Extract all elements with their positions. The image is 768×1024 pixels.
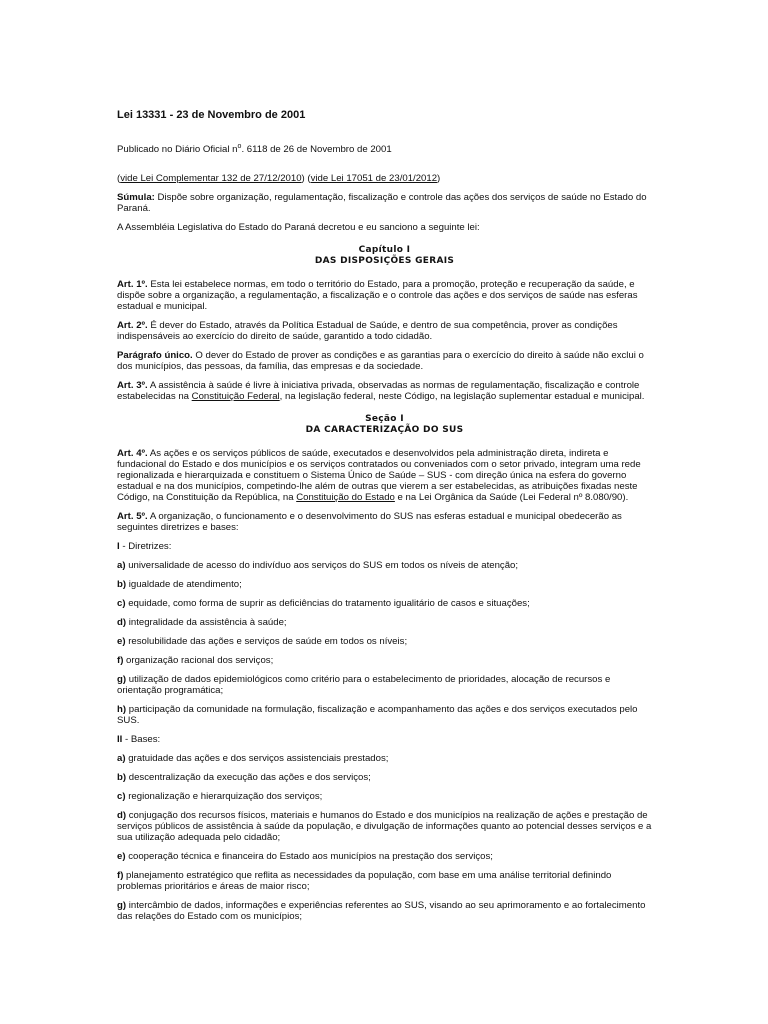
list-item xyxy=(117,791,652,802)
ref-open: ( xyxy=(117,173,121,184)
list-item xyxy=(117,598,652,609)
section-title: DA CARACTERIZAÇÃO DO SUS xyxy=(305,425,464,435)
paragrafo-text: O dever do Estado de prover as condições e as garantias para o exercício do direito à saúde não exclui o dos municípios, das pessoas, da família, das empresas e da sociedade. xyxy=(117,350,644,372)
bases-text: - Bases: xyxy=(122,734,161,745)
ref-close: ) xyxy=(437,173,441,184)
article-1 xyxy=(117,279,652,312)
article-3 xyxy=(117,380,652,402)
list-item xyxy=(117,900,652,922)
item-text: planejamento estratégico que reflita as necessidades da população, com base em uma análise territorial definindo problemas prioritários e áreas de maior risco; xyxy=(117,870,612,892)
bases-label: II xyxy=(117,734,123,745)
art3-text1: A assistência à saúde é livre à iniciativa privada, observadas as normas de regulamentação, fiscalização e controle estabelecidas na xyxy=(117,380,640,402)
intro: A Assembléia Legislativa do Estado do Paraná decretou e eu sanciono a seguinte lei: xyxy=(117,222,480,233)
list-item xyxy=(117,870,652,892)
paragrafo-label: Parágrafo único. xyxy=(117,350,193,361)
article-5 xyxy=(117,511,652,533)
section-number: Seção I xyxy=(365,414,404,424)
list-item xyxy=(117,704,652,726)
list-item xyxy=(117,617,652,628)
list-item xyxy=(117,579,652,590)
item-text: intercâmbio de dados, informações e experiências referentes ao SUS, visando ao seu aprimoramento e ao fortalecimento das relações do Estado com os municípios; xyxy=(117,900,646,922)
list-item xyxy=(117,636,652,647)
art1-text: Esta lei estabelece normas, em todo o território do Estado, para a promoção, proteção e recuperação da saúde, e dispõe sobre a organização, a regulamentação, a fiscalização e o controle das ações e dos serviços de saúde nas esferas estadual e municipal. xyxy=(117,279,638,312)
item-text: resolubilidade das ações e serviços de saúde em todos os níveis; xyxy=(125,636,408,647)
ref-mid: ) ( xyxy=(301,173,311,184)
item-label: g) xyxy=(117,900,127,911)
item-label: d) xyxy=(117,810,127,821)
item-text: universalidade de acesso do indivíduo aos serviços do SUS em todos os níveis de atenção; xyxy=(125,560,519,571)
bases-heading xyxy=(117,734,652,745)
article-4 xyxy=(117,448,652,503)
item-text: regionalização e hierarquização dos serviços; xyxy=(125,791,323,802)
chapter-title: DAS DISPOSIÇÕES GERAIS xyxy=(314,256,455,266)
list-item xyxy=(117,655,652,666)
item-text: gratuidade das ações e dos serviços assistenciais prestados; xyxy=(125,753,389,764)
art1-label: Art. 1º. xyxy=(117,279,148,290)
item-label: f) xyxy=(117,655,124,666)
art4-text2: e na Lei Orgânica da Saúde (Lei Federal nº 8.080/90). xyxy=(394,492,629,503)
sumula-text: Dispõe sobre organização, regulamentação, fiscalização e controle das ações dos serviços de saúde no Estado do Paraná. xyxy=(117,192,647,214)
item-label: h) xyxy=(117,704,127,715)
list-item xyxy=(117,851,652,862)
item-text: utilização de dados epidemiológicos como critério para o estabelecimento de prioridades, alocação de recursos e orientação programática; xyxy=(117,674,611,696)
art5-text: A organização, o funcionamento e o desenvolvimento do SUS nas esferas estadual e municipal obedecerão as seguintes diretrizes e bases: xyxy=(117,511,622,533)
list-item xyxy=(117,560,652,571)
list-item xyxy=(117,674,652,696)
chapter-number: Capítulo I xyxy=(358,245,411,255)
link-constituicao-federal[interactable]: Constituição Federal xyxy=(191,391,280,402)
item-text: participação da comunidade na formulação, fiscalização e acompanhamento das ações e dos serviços executados pelo SUS. xyxy=(117,704,638,726)
section-heading xyxy=(117,414,652,436)
publication-sup: o xyxy=(237,143,242,150)
art4-text1: As ações e os serviços públicos de saúde, executados e desenvolvidos pela administração direta, indireta e fundacional do Estado e dos municípios e os serviços contratados ou conveniados com o setor privado, integram uma rede regionalizada e hierarquizada e constituem o Sistema Único de Saúde – SUS - com direção única na esfera do governo estadual e na dos municípios, competindo-lhe além de outras que vierem a ser estabelecidas, as atribuições fixadas neste Código, na Constituição da República, na xyxy=(117,448,641,503)
item-label: a) xyxy=(117,560,126,571)
item-label: a) xyxy=(117,753,126,764)
paragrafo-unico xyxy=(117,350,652,372)
publication-line xyxy=(117,144,652,155)
art4-label: Art. 4º. xyxy=(117,448,148,459)
diretrizes-text: - Diretrizes: xyxy=(119,541,172,552)
sumula-label: Súmula: xyxy=(117,192,155,203)
diretrizes-heading xyxy=(117,541,652,552)
diretrizes-label: I xyxy=(117,541,120,552)
publication-prefix: Publicado no Diário Oficial n xyxy=(117,144,238,155)
law-title: Lei 13331 - 23 de Novembro de 2001 xyxy=(117,109,306,121)
item-label: c) xyxy=(117,791,126,802)
references-line xyxy=(117,173,652,184)
item-text: igualdade de atendimento; xyxy=(126,579,242,590)
item-text: equidade, como forma de suprir as deficiências do tratamento igualitário de casos e situações; xyxy=(125,598,530,609)
art2-label: Art. 2º. xyxy=(117,320,148,331)
art2-text: É dever do Estado, através da Política Estadual de Saúde, e dentro de sua competência, prover as condições indispensáveis ao exercício do direito de saúde, garantido a todo cidadão. xyxy=(117,320,618,342)
item-label: g) xyxy=(117,674,127,685)
item-label: f) xyxy=(117,870,124,881)
link-lei-complementar-132[interactable]: vide Lei Complementar 132 de 27/12/2010 xyxy=(120,173,302,184)
item-label: e) xyxy=(117,851,126,862)
item-text: cooperação técnica e financeira do Estado aos municípios na prestação dos serviços; xyxy=(125,851,493,862)
item-text: conjugação dos recursos físicos, materiais e humanos do Estado e dos municípios na realização de ações e prestação de serviços públicos de assistência à saúde da população, e divulgação de informações quanto ao potencial desses serviços e a sua utilização adequada pelo cidadão; xyxy=(117,810,652,843)
art3-text2: , na legislação federal, neste Código, na legislação suplementar estadual e municipal. xyxy=(279,391,645,402)
item-label: e) xyxy=(117,636,126,647)
link-lei-17051[interactable]: vide Lei 17051 de 23/01/2012 xyxy=(310,173,438,184)
list-item xyxy=(117,810,652,843)
item-label: d) xyxy=(117,617,127,628)
list-item xyxy=(117,772,652,783)
sumula xyxy=(117,192,652,214)
list-item xyxy=(117,753,652,764)
chapter-heading xyxy=(117,245,652,267)
item-text: descentralização da execução das ações e dos serviços; xyxy=(126,772,371,783)
item-text: organização racional dos serviços; xyxy=(123,655,274,666)
link-constituicao-estado[interactable]: Constituição do Estado xyxy=(296,492,395,503)
item-text: integralidade da assistência à saúde; xyxy=(126,617,287,628)
article-2 xyxy=(117,320,652,342)
item-label: b) xyxy=(117,579,127,590)
art3-label: Art. 3º. xyxy=(117,380,148,391)
publication-suffix: . 6118 de 26 de Novembro de 2001 xyxy=(241,144,392,155)
item-label: b) xyxy=(117,772,127,783)
art5-label: Art. 5º. xyxy=(117,511,148,522)
item-label: c) xyxy=(117,598,126,609)
